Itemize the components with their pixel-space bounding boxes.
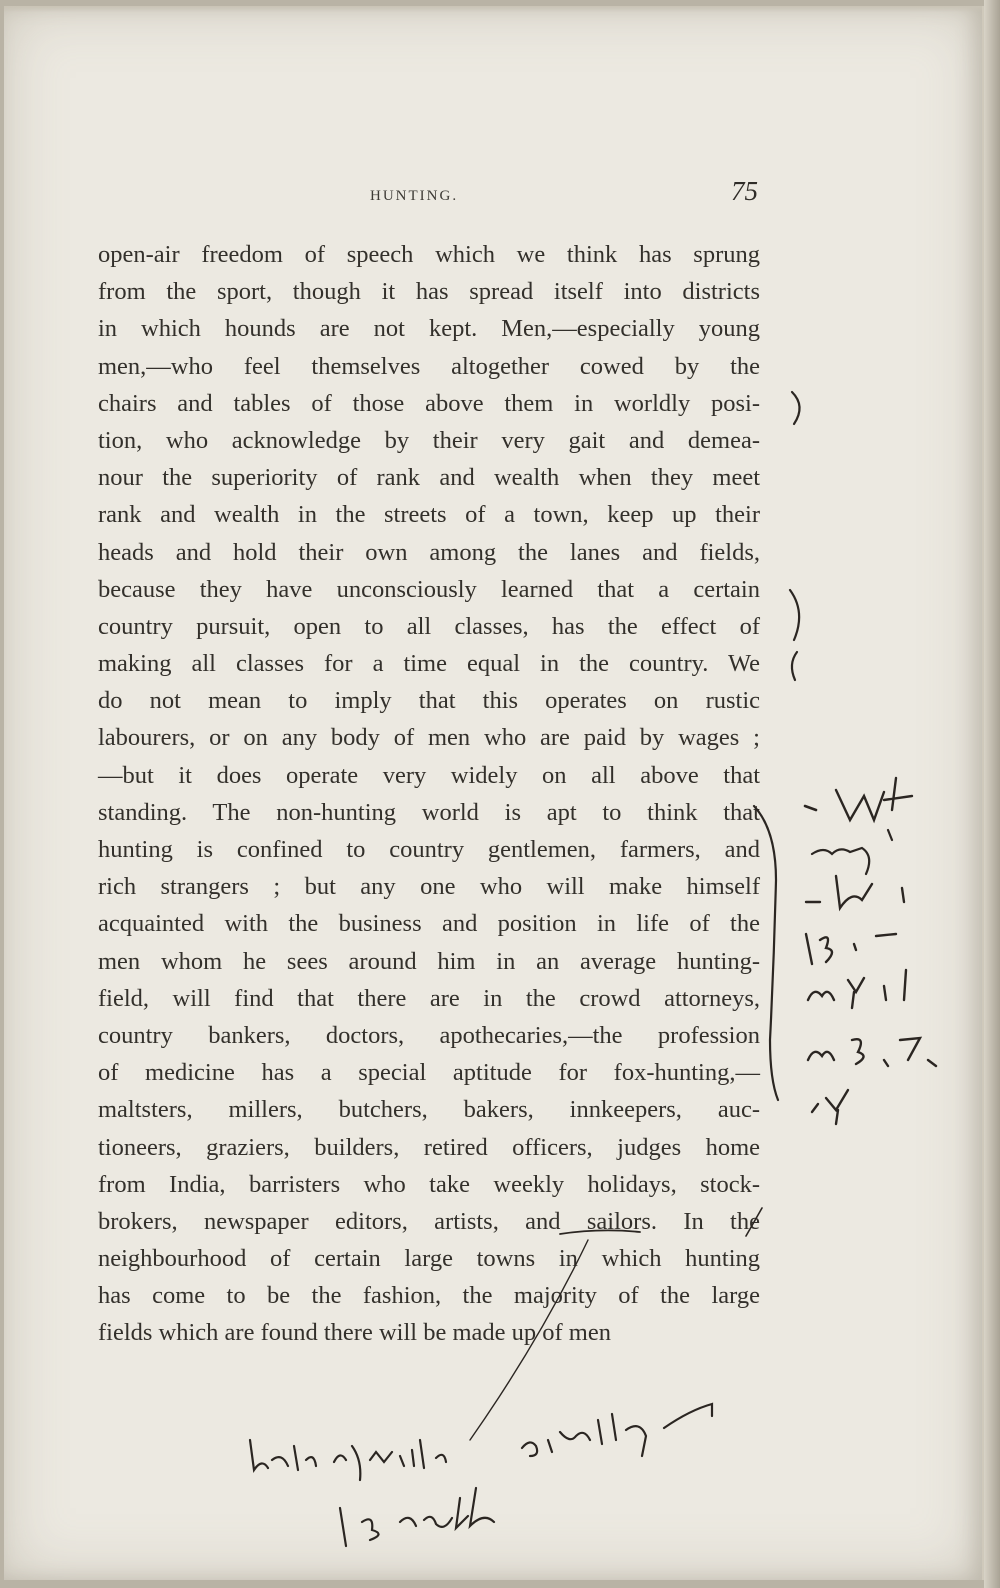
margin-side-line — [754, 806, 778, 1100]
text-line: do not mean to imply that this operates on rustic — [98, 687, 760, 715]
text-line: from the sport, though it has spread itself into districts — [98, 278, 760, 306]
text-line: maltsters, millers, butchers, bakers, innkeepers, auc- — [98, 1096, 760, 1124]
margin-note-scribble — [808, 1038, 936, 1066]
margin-note-scribble — [808, 970, 906, 1008]
text-line: rank and wealth in the streets of a town, keep up their — [98, 501, 760, 529]
margin-bracket-mark — [792, 392, 800, 424]
bottom-note-scribble — [522, 1404, 712, 1456]
margin-bracket-mark — [790, 590, 799, 640]
text-line: has come to be the fashion, the majority of the large — [98, 1282, 760, 1310]
text-line: neighbourhood of certain large towns in which hunting — [98, 1245, 760, 1273]
page-number: 75 — [731, 176, 758, 206]
text-line: men whom he sees around him in an average hunting- — [98, 947, 760, 975]
text-line: nour the superiority of rank and wealth when they meet — [98, 464, 760, 492]
text-line: country bankers, doctors, apothecaries,—the profession — [98, 1021, 760, 1049]
text-line: standing. The non-hunting world is apt to think that — [98, 798, 760, 826]
text-line: hunting is confined to country gentlemen, farmers, and — [98, 836, 760, 863]
diagonal-stroke — [470, 1240, 588, 1440]
text-line: brokers, newspaper editors, artists, and sailors. In the — [98, 1207, 760, 1235]
text-line: acquainted with the business and position in life of the — [98, 910, 760, 938]
text-line: chairs and tables of those above them in worldly posi- — [98, 389, 760, 417]
text-line: men,—who feel themselves altogether cowed by the — [98, 352, 760, 380]
text-line: in which hounds are not kept. Men,—especially young — [98, 315, 760, 343]
text-line: from India, barristers who take weekly holidays, stock- — [98, 1170, 760, 1198]
text-line: rich strangers ; but any one who will make himself — [98, 873, 760, 901]
margin-note-scribble — [806, 934, 896, 964]
text-line: tion, who acknowledge by their very gait and demea- — [98, 426, 760, 454]
text-line: making all classes for a time equal in the country. We — [98, 650, 760, 678]
margin-note-scribble — [805, 806, 816, 810]
bottom-note-scribble — [250, 1440, 446, 1480]
margin-note-scribble — [812, 1090, 848, 1124]
text-line: open-air freedom of speech which we think has sprung — [98, 241, 760, 268]
running-head: HUNTING. — [370, 188, 459, 204]
text-line: country pursuit, open to all classes, has the effect of — [98, 612, 760, 640]
bottom-note-scribble — [340, 1488, 494, 1546]
underline-mark — [560, 1230, 640, 1234]
text-line: heads and hold their own among the lanes and fields, — [98, 538, 760, 566]
slash-mark — [746, 1208, 762, 1236]
margin-note-scribble — [806, 876, 904, 908]
text-line: labourers, or on any body of men who are paid by wages ; — [98, 724, 760, 752]
margin-note-scribble — [812, 830, 892, 874]
margin-bracket-mark — [792, 652, 797, 680]
text-line: tioneers, graziers, builders, retired officers, judges home — [98, 1133, 760, 1161]
text-line: —but it does operate very widely on all above that — [98, 761, 760, 789]
margin-note-scribble — [836, 778, 912, 820]
text-line: because they have unconsciously learned that a certain — [98, 575, 760, 603]
text-line: field, will find that there are in the crowd attorneys, — [98, 984, 760, 1012]
text-line: of medicine has a special aptitude for fox-hunting,— — [98, 1059, 760, 1087]
text-line: fields which are found there will be made up of men — [98, 1319, 611, 1347]
